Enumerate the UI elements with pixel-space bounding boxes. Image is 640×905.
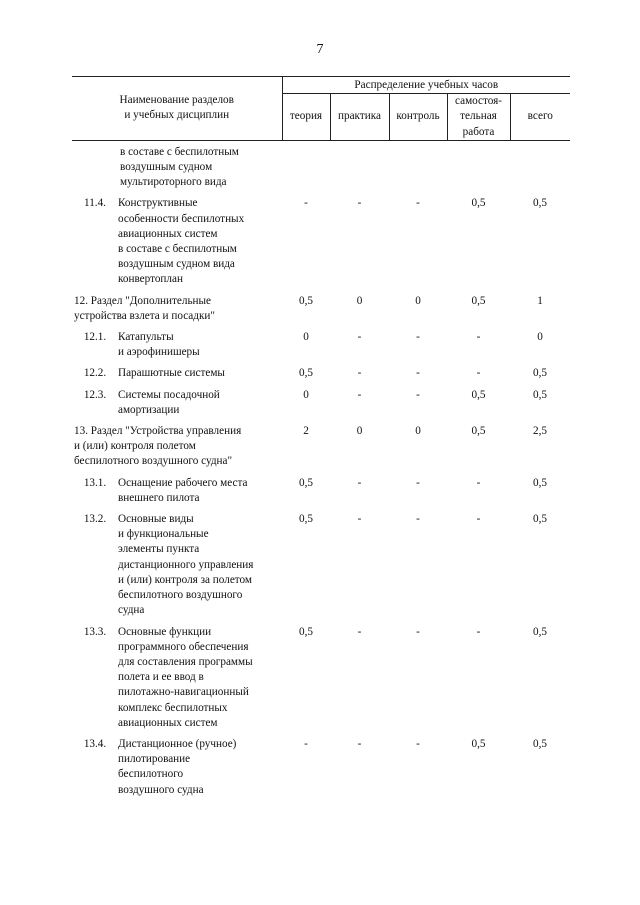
row-code: 13.2. — [83, 513, 107, 526]
row-name-cell — [72, 621, 282, 733]
cell-theory: - — [304, 737, 308, 750]
header-practice: практика — [330, 94, 389, 141]
cell-self-study: 0,5 — [471, 388, 486, 401]
row-title: Конструктивные особенности беспилотных авиационных систем в составе с беспилотным воздушным судном вида конвертоплан — [118, 197, 245, 286]
table-row — [72, 192, 570, 289]
cell-practice: - — [357, 197, 362, 210]
cell-practice: - — [357, 388, 362, 401]
cell-self-study: 0,5 — [471, 737, 486, 750]
cell-self-study: 0,5 — [471, 197, 486, 210]
row-title: Парашютные системы — [118, 367, 225, 380]
row-title: Системы посадочной амортизации — [118, 388, 220, 416]
cell-total: 0,5 — [533, 625, 548, 638]
cell-control: - — [416, 737, 420, 750]
cell-self-study: - — [476, 331, 481, 344]
row-title: Оснащение рабочего места внешнего пилота — [118, 476, 248, 504]
cell-total: 0,5 — [533, 197, 548, 210]
cell-total: 0 — [537, 331, 543, 344]
cell-practice: - — [357, 737, 362, 750]
table-row — [72, 472, 570, 508]
row-code: 12.3. — [83, 388, 107, 401]
row-code: 13.3. — [83, 625, 107, 638]
cell-control: - — [416, 476, 420, 489]
cell-practice: 0 — [356, 425, 363, 438]
cell-theory: 0,5 — [299, 513, 313, 526]
row-name-cell — [72, 362, 282, 383]
cell-control — [389, 140, 447, 192]
cell-theory: 0,5 — [299, 476, 313, 489]
row-name-cell — [72, 472, 282, 508]
row-code: 12.2. — [83, 367, 107, 380]
row-title: Катапульты и аэрофинишеры — [118, 331, 200, 359]
row-title: Основные функции программного обеспечения для составления программы полета и ее ввод в пилотажно-навигационный комплекс беспилотных авиационных систем — [118, 625, 253, 729]
table-row — [72, 733, 570, 800]
cell-self-study: 0,5 — [471, 294, 486, 307]
row-title-continuation: в составе с беспилотным воздушным судном мультироторного вида — [120, 145, 239, 189]
table-row — [72, 362, 570, 383]
cell-theory: - — [304, 197, 308, 210]
row-name-cell — [72, 290, 282, 326]
cell-theory: 0,5 — [299, 625, 313, 638]
section-title: 12. Раздел "Дополнительные устройства взлета и посадки" — [74, 294, 215, 322]
cell-theory: 0 — [303, 388, 309, 401]
cell-practice: - — [357, 331, 362, 344]
row-code: 12.1. — [83, 331, 107, 344]
cell-theory: 0,5 — [299, 294, 313, 307]
row-name-cell — [72, 733, 282, 800]
cell-theory: 0,5 — [299, 367, 313, 380]
cell-self-study: - — [476, 625, 481, 638]
table-body — [72, 140, 570, 799]
section-title: 13. Раздел "Устройства управления и (или) контроля полетом беспилотного воздушного судна" — [74, 425, 242, 468]
row-name-cell — [72, 192, 282, 289]
cell-practice: 0 — [356, 294, 363, 307]
table-row — [72, 326, 570, 362]
table-row — [72, 621, 570, 733]
header-control: контроль — [389, 94, 447, 141]
cell-control: 0 — [415, 425, 421, 438]
cell-self-study: - — [476, 476, 481, 489]
cell-self-study: - — [476, 513, 481, 526]
cell-control: - — [416, 625, 420, 638]
row-code: 13.4. — [83, 737, 107, 750]
curriculum-table — [72, 76, 570, 800]
cell-total: 2,5 — [533, 425, 548, 438]
header-self-study: самостоя- тельная работа — [447, 94, 510, 141]
row-name-cell — [72, 384, 282, 420]
row-name-cell — [72, 420, 282, 472]
cell-total: 0,5 — [533, 476, 548, 489]
table-row — [72, 508, 570, 620]
cell-theory — [282, 140, 330, 192]
header-hours-group: Распределение учебных часов — [282, 77, 570, 94]
page-number: 7 — [316, 42, 324, 57]
row-name-cell — [72, 140, 282, 192]
row-code: 13.1. — [83, 476, 107, 489]
cell-theory: 0 — [303, 331, 309, 344]
cell-practice: - — [357, 625, 362, 638]
header-name-column — [72, 77, 282, 141]
cell-practice: - — [357, 476, 362, 489]
row-title: Основные виды и функциональные элементы пункта дистанционного управления и (или) контроля за полетом беспилотного воздушного судна — [118, 513, 254, 617]
cell-control: - — [416, 388, 420, 401]
row-name-cell — [72, 326, 282, 362]
cell-practice: - — [357, 367, 362, 380]
table-row — [72, 420, 570, 472]
header-name-label: Наименование разделов и учебных дисциплин — [119, 94, 234, 122]
cell-total — [510, 140, 570, 192]
cell-self-study — [447, 140, 510, 192]
cell-theory: 2 — [303, 425, 309, 438]
cell-control: - — [416, 331, 420, 344]
cell-total: 0,5 — [533, 737, 548, 750]
row-code: 11.4. — [84, 197, 106, 210]
table-row — [72, 290, 570, 326]
header-total: всего — [510, 94, 570, 141]
cell-self-study: - — [476, 367, 481, 380]
cell-practice — [330, 140, 389, 192]
row-name-cell — [72, 508, 282, 620]
cell-total: 0,5 — [533, 513, 548, 526]
cell-practice: - — [357, 513, 362, 526]
table-row — [72, 140, 570, 192]
header-theory: теория — [282, 94, 330, 141]
cell-total: 0,5 — [533, 367, 548, 380]
cell-total: 0,5 — [533, 388, 548, 401]
table-row — [72, 384, 570, 420]
cell-self-study: 0,5 — [471, 425, 486, 438]
cell-control: - — [416, 513, 420, 526]
row-title: Дистанционное (ручное) пилотирование беспилотного воздушного судна — [118, 737, 237, 796]
cell-control: 0 — [415, 294, 421, 307]
cell-control: - — [416, 367, 420, 380]
cell-control: - — [416, 197, 420, 210]
cell-total: 1 — [537, 294, 543, 307]
